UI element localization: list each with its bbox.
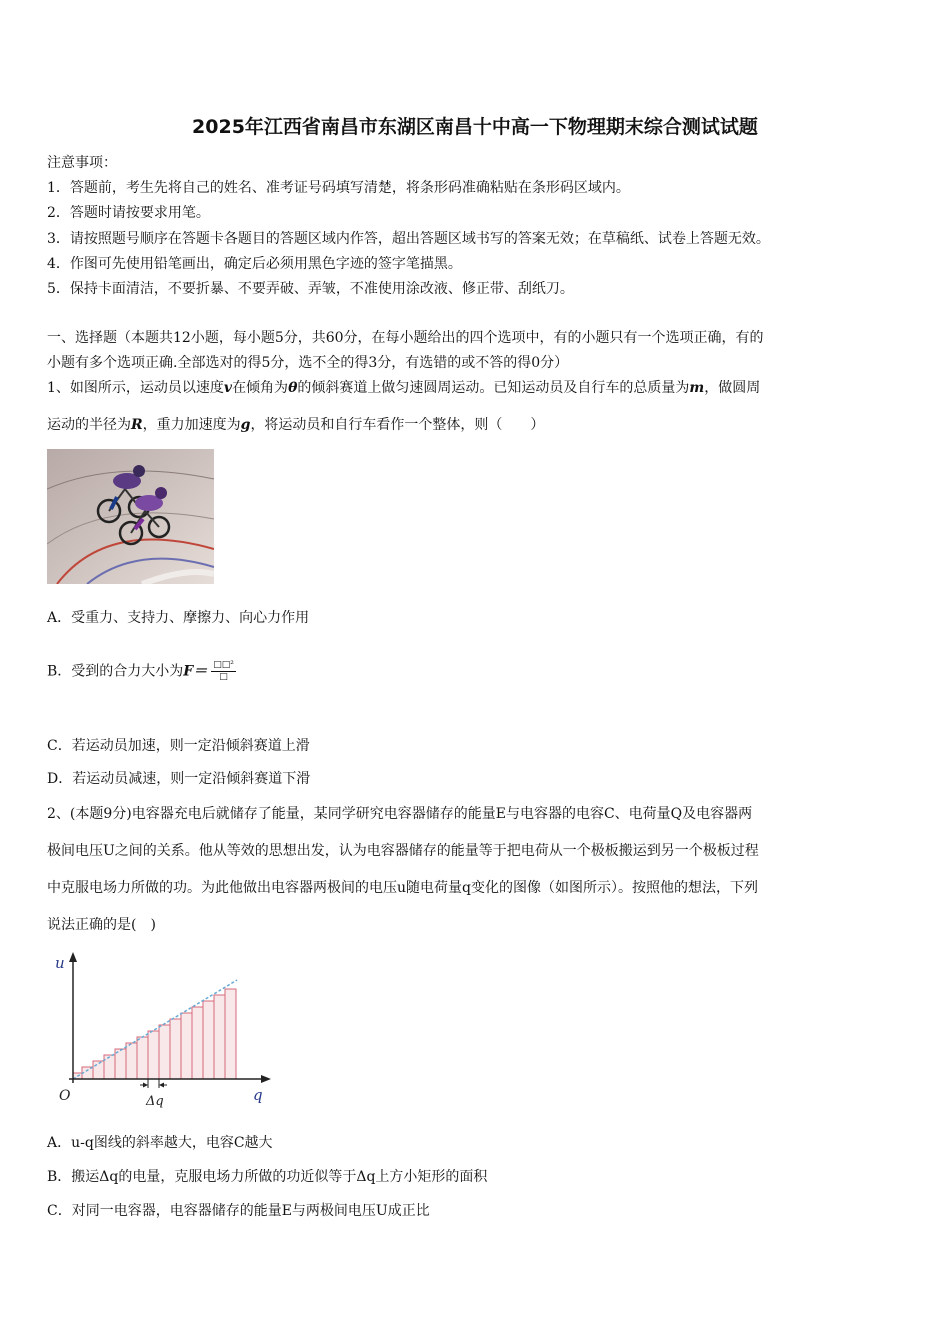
q1-stem-line2: 运动的半径为R，重力加速度为g，将运动员和自行车看作一个整体，则（ ）: [47, 417, 545, 433]
section-header-line2: 小题有多个选项正确.全部选对的得5分，选不全的得3分，有选错的或不答的得0分）: [47, 355, 569, 371]
cyclists-photo: [47, 449, 214, 584]
graph-delta-label: Δq: [146, 1094, 164, 1109]
notice-item-2: 2．答题时请按要求用笔。: [47, 205, 210, 221]
q1-option-b: B．受到的合力大小为F＝ $\frac{\text{□□²}}{□}$: [47, 660, 234, 682]
section-header-line1: 一、选择题（本题共12小题，每小题5分，共60分，在每小题给出的四个选项中，有的小题只有一个选项正确，有的: [47, 330, 764, 346]
q2-stem-line1: 2、(本题9分)电容器充电后就储存了能量，某同学研究电容器储存的能量E与电容器的电容C、电荷量Q及电容器两: [47, 806, 753, 822]
notice-heading: 注意事项：: [47, 155, 117, 171]
notice-item-1: 1．答题前，考生先将自己的姓名、准考证号码填写清楚，将条形码准确粘贴在条形码区域内。: [47, 180, 630, 196]
q2-option-c: C．对同一电容器，电容器储存的能量E与两极间电压U成正比: [47, 1203, 430, 1219]
q1-stem-line1: 1、如图所示，运动员以速度v在倾角为θ的倾斜赛道上做匀速圆周运动。已知运动员及自行车的总质量为m，做圆周: [47, 380, 761, 396]
q1-option-d: D．若运动员减速，则一定沿倾斜赛道下滑: [47, 771, 311, 787]
q1-option-a: A．受重力、支持力、摩擦力、向心力作用: [47, 610, 310, 626]
graph-x-label: q: [253, 1086, 263, 1104]
q2-option-a: A．u-q图线的斜率越大，电容C越大: [47, 1135, 273, 1151]
q2-option-b: B．搬运Δq的电量，克服电场力所做的功近似等于Δq上方小矩形的面积: [47, 1169, 488, 1185]
notice-item-5: 5．保持卡面清洁，不要折暴、不要弄破、弄皱，不准使用涂改液、修正带、刮纸刀。: [47, 281, 574, 297]
graph-bars: [73, 989, 236, 1079]
notice-item-4: 4．作图可先使用铅笔画出，确定后必须用黑色字迹的签字笔描黑。: [47, 256, 462, 272]
notice-item-3: 3．请按照题号顺序在答题卡各题目的答题区域内作答，超出答题区域书写的答案无效；在草稿纸、试卷上答题无效。: [47, 231, 770, 247]
q2-stem-line2: 极间电压U之间的关系。他从等效的思想出发，认为电容器储存的能量等于把电荷从一个极板搬运到另一个极板过程: [47, 843, 759, 859]
graph-y-label: u: [55, 954, 65, 972]
u-q-graph: [47, 948, 277, 1113]
page-title: 2025年江西省南昌市东湖区南昌十中高一下物理期末综合测试试题: [192, 116, 758, 138]
graph-origin-label: O: [59, 1088, 71, 1104]
q1-option-c: C．若运动员加速，则一定沿倾斜赛道上滑: [47, 738, 310, 754]
force-fraction: $\frac{\text{□□²}}{□}$: [213, 660, 234, 682]
q2-stem-line4: 说法正确的是( ): [47, 917, 156, 933]
q2-stem-line3: 中克服电场力所做的功。为此他做出电容器两极间的电压u随电荷量q变化的图像（如图所示）。按照他的想法，下列: [47, 880, 758, 896]
